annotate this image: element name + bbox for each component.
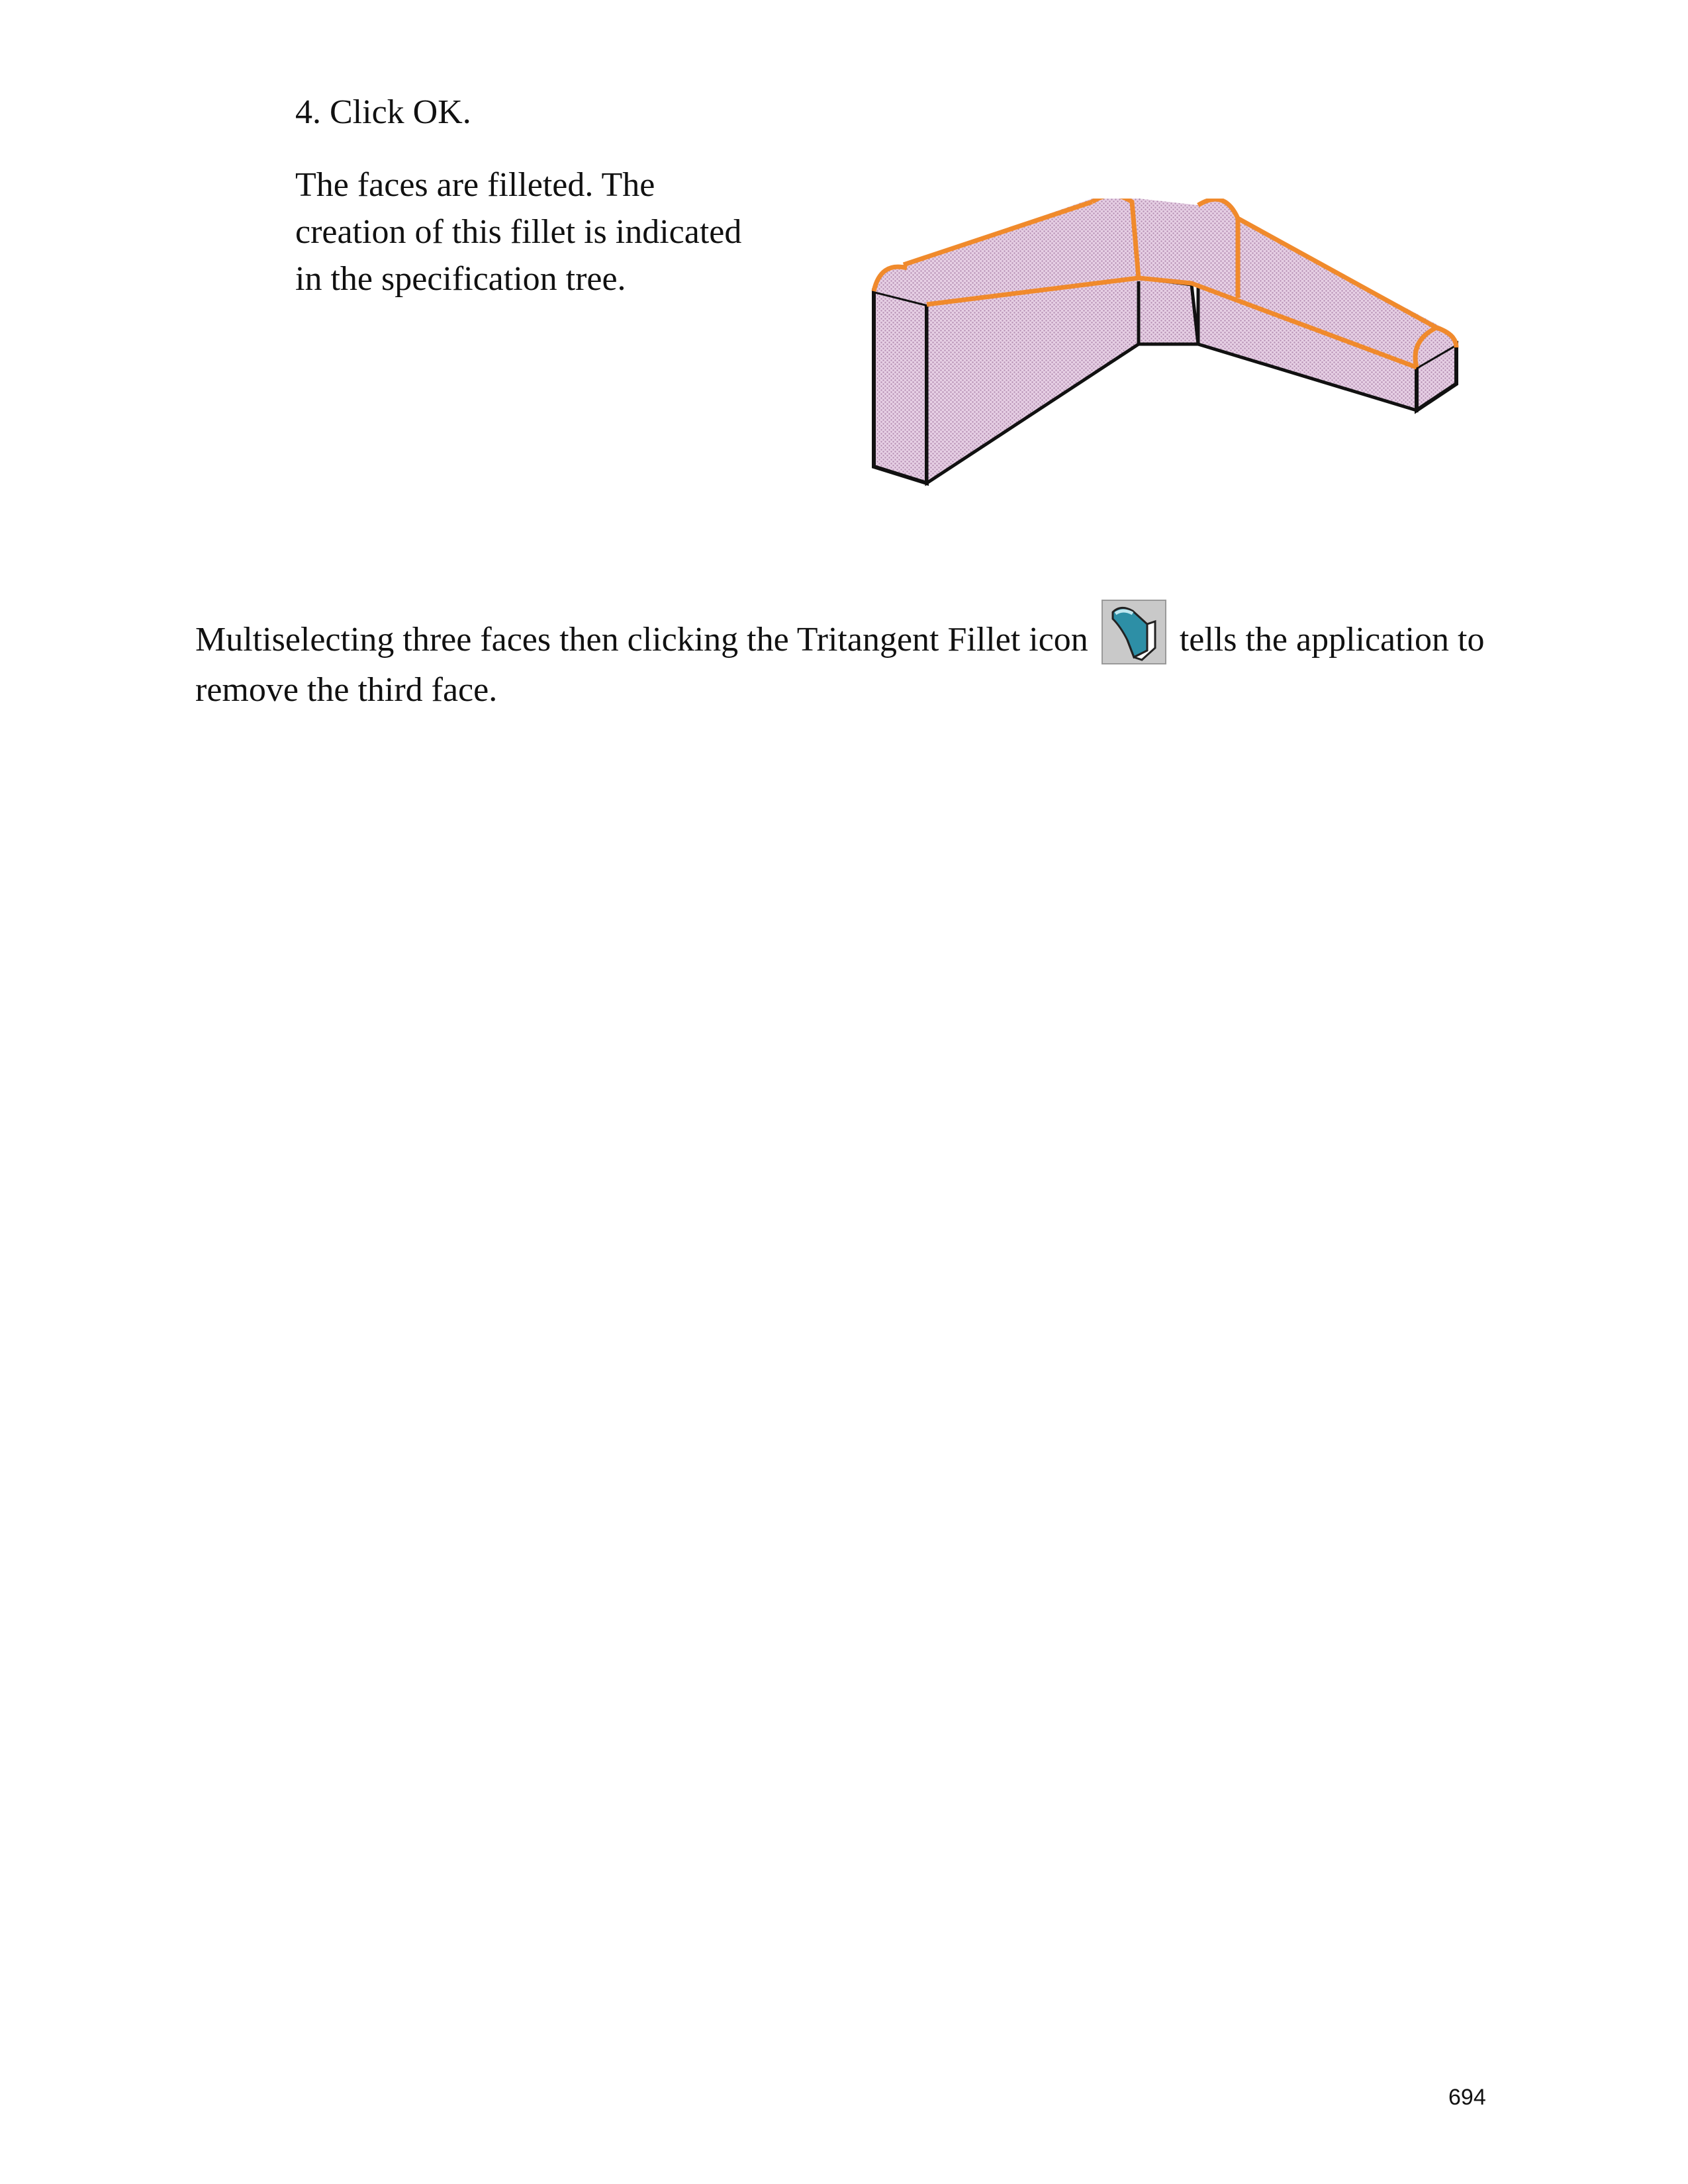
tritangent-fillet-icon [1101,599,1167,665]
page-number: 694 [1448,2085,1486,2110]
tritangent-note [195,599,1519,715]
step-instruction: 4. Click OK. [295,93,471,131]
note-text-after: tells the application to remove the third face. [195,621,1485,709]
result-description: The faces are filleted. The creation of this fillet is indicated in the specification tree. [295,166,742,298]
filleted-part-figure [841,199,1476,516]
corner-face [1139,278,1198,344]
note-text-before: Multiselecting three faces then clicking the Tritangent Fillet icon [195,621,1088,659]
left-leg-side-face [874,291,927,483]
